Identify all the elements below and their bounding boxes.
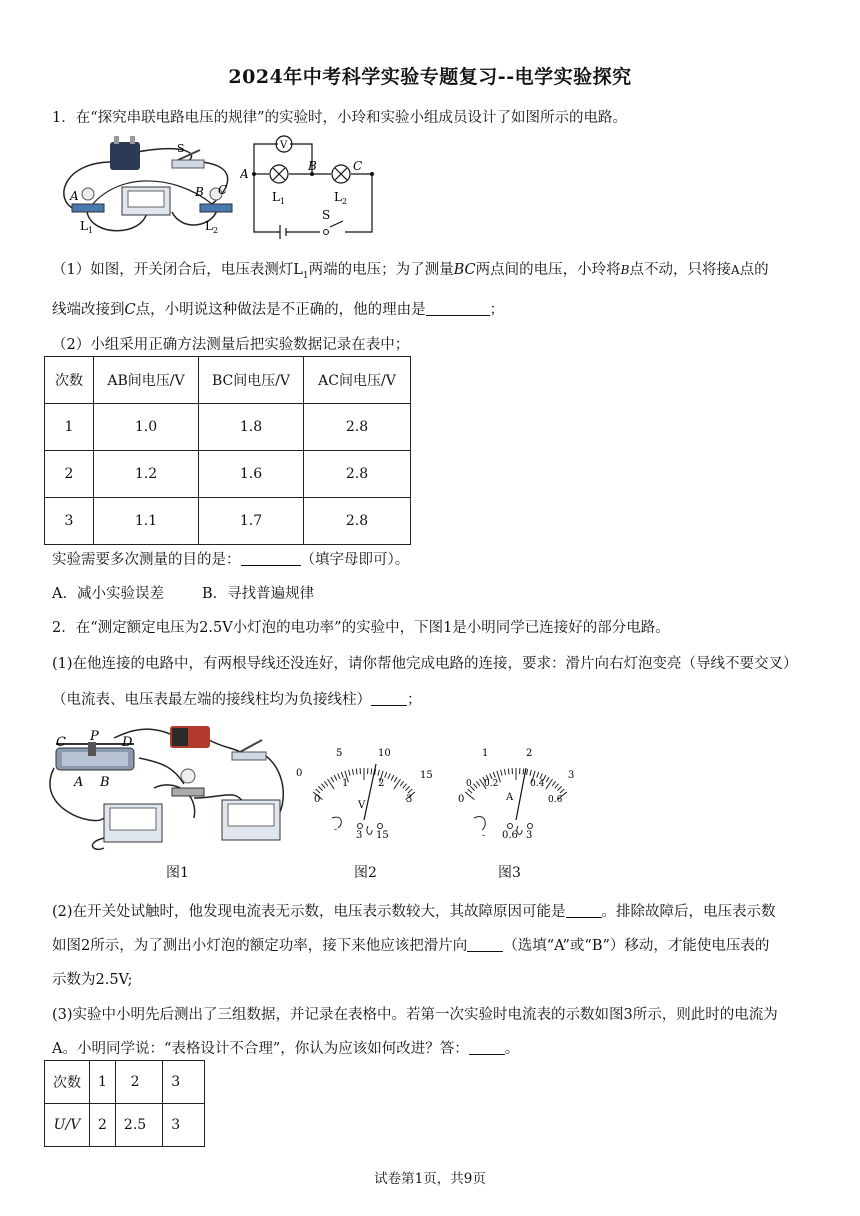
dial-tick [552, 781, 556, 786]
q1-part2: （2）小组采用正确方法测量后把实验数据记录在表中； [52, 337, 410, 353]
svg-text:3: 3 [406, 794, 413, 805]
fig1-caption: 图1 [166, 865, 189, 881]
voltmeter-icon [122, 187, 170, 215]
svg-text:-: - [334, 825, 338, 835]
svg-text:1: 1 [88, 226, 94, 235]
dial-tick [331, 777, 334, 782]
page-footer: 试卷第1页，共9页 [374, 1171, 486, 1187]
dial-tick [501, 770, 502, 776]
q1-purpose: 实验需要多次测量的目的是： （填字母即可）。 [52, 552, 410, 568]
dial-tick [378, 770, 379, 776]
dial-tick [388, 773, 390, 779]
dial-tick [349, 770, 350, 776]
dial-tick [504, 769, 505, 775]
svg-text:A: A [240, 167, 249, 181]
dial-tick [324, 781, 328, 786]
answer-blank[interactable] [371, 691, 407, 706]
table-row: 2 1.2 1.6 2.8 [45, 451, 411, 498]
answer-blank[interactable] [469, 1040, 505, 1055]
dial-tick [537, 772, 539, 778]
ammeter-icon [222, 800, 280, 840]
svg-text:-: - [482, 831, 486, 841]
table-row: U/V 2 2.5 3 [45, 1104, 205, 1147]
svg-text:S: S [177, 142, 185, 155]
dial-tick [341, 772, 343, 778]
svg-text:D: D [122, 735, 133, 750]
dial-tick [560, 789, 564, 793]
svg-text:A: A [74, 775, 84, 790]
lamp-l2-icon [200, 188, 232, 212]
svg-text:C: C [218, 183, 228, 197]
dial-tick [403, 784, 407, 789]
svg-text:0: 0 [458, 794, 465, 805]
dial-tick [527, 769, 528, 775]
q1-photo-figure [52, 132, 242, 237]
svg-text:1: 1 [482, 748, 489, 759]
svg-text:L: L [80, 219, 88, 233]
dial-tick [352, 769, 353, 775]
q2-part2-line2: 如图2所示，为了测出小灯泡的额定功率，接下来他应该把滑片向 （选填“A”或“B”）移动，才能使电压表的 [52, 938, 770, 954]
dial-tick [385, 772, 387, 778]
q2-part1-line2: （电流表、电压表最左端的接线柱均为负接线柱） ； [52, 692, 422, 708]
svg-text:0: 0 [296, 768, 303, 779]
q1-circuit-diagram [240, 130, 380, 242]
dial-tick [476, 781, 480, 786]
dial-tick [338, 773, 340, 779]
battery-icon [170, 726, 210, 748]
dial-ticks [313, 768, 415, 800]
fig2-voltmeter-dial [292, 742, 436, 844]
needle [364, 764, 376, 820]
q1-option-a: A．减小实验误差 [52, 586, 164, 602]
svg-text:0.2: 0.2 [484, 779, 499, 789]
q2-intro: 2．在“测定额定电压为2.5V小灯泡的电功率”的实验中，下图1是小明同学已连接好的部分电路。 [52, 620, 670, 636]
svg-text:A: A [70, 189, 79, 203]
table-row: 3 1.1 1.7 2.8 [45, 498, 411, 545]
dial-tick [408, 789, 412, 793]
svg-text:10: 10 [378, 748, 391, 759]
dial-tick [557, 786, 561, 790]
svg-text:15: 15 [376, 830, 389, 841]
dial-tick [546, 777, 549, 782]
dial-tick [523, 768, 524, 774]
svg-text:2: 2 [378, 778, 385, 789]
dial-tick [405, 786, 409, 790]
svg-text:L: L [272, 190, 280, 204]
q1-data-table [44, 356, 411, 545]
dial-tick [508, 768, 509, 774]
dial-tick [493, 772, 495, 778]
dial-tick [473, 784, 477, 789]
answer-blank[interactable] [566, 903, 602, 918]
svg-text:2: 2 [526, 748, 533, 759]
q2-data-table [44, 1060, 205, 1147]
q1-part1-line1: （1）如图，开关闭合后，电压表测灯$L_1$两端的电压；为了测量BC两点间的电压，小玲将B点不动，只将接A点的 [52, 262, 769, 281]
q2-part2-line1: (2)在开关处试触时，他发现电流表无示数，电压表示数较大，其故障原因可能是 。排除故障后，电压表示数 [52, 904, 776, 920]
page-title: 2024年中考科学实验专题复习--电学实验探究 [228, 66, 632, 88]
table-row: 1 1.0 1.8 2.8 [45, 404, 411, 451]
svg-text:C: C [56, 735, 66, 750]
answer-blank[interactable] [241, 551, 301, 566]
dial-tick [400, 781, 404, 786]
answer-blank[interactable] [426, 301, 490, 316]
dial-tick [356, 768, 357, 774]
svg-text:3: 3 [526, 830, 533, 841]
dial-tick [318, 786, 322, 790]
dial-tick [371, 768, 372, 774]
dial-tick [465, 792, 474, 800]
q1-intro: 1．在“探究串联电路电压的规律”的实验时，小玲和实验小组成员设计了如图所示的电路。 [52, 110, 628, 126]
dial-tick [555, 784, 559, 789]
svg-text:1: 1 [342, 778, 349, 789]
svg-text:L: L [334, 190, 342, 204]
dial-tick [334, 775, 337, 780]
dial-tick [316, 789, 320, 793]
fig3-ammeter-dial [444, 742, 588, 844]
table-header-row: 次数 1 2 3 [45, 1061, 205, 1104]
svg-text:L: L [205, 219, 213, 233]
dial-tick [394, 777, 397, 782]
svg-text:S: S [322, 208, 331, 222]
q1-part1-line2: 线端改接到C点，小明说这种做法是不正确的，他的理由是 ； [52, 302, 505, 318]
svg-text:15: 15 [420, 770, 433, 781]
fig1-circuit-photo [44, 718, 294, 880]
svg-text:0: 0 [466, 779, 472, 789]
svg-text:B: B [308, 159, 317, 173]
lamp-icon [172, 769, 204, 796]
q1-option-b: B．寻找普遍规律 [202, 586, 315, 602]
svg-text:V: V [358, 800, 366, 811]
svg-text:0.6: 0.6 [502, 830, 518, 841]
q2-part2-line3: 示数为2.5V; [52, 972, 133, 988]
svg-text:C: C [353, 159, 363, 173]
svg-text:B: B [195, 185, 204, 199]
dial-tick [530, 770, 531, 776]
svg-text:0: 0 [314, 794, 321, 805]
svg-text:2: 2 [213, 226, 219, 235]
svg-text:1: 1 [280, 197, 286, 206]
answer-blank[interactable] [467, 937, 503, 952]
svg-text:5: 5 [336, 748, 343, 759]
dial-tick [468, 789, 472, 793]
dial-tick [321, 784, 325, 789]
q2-part3-line1: (3)实验中小明先后测出了三组数据，并记录在表格中。若第一次实验时电流表的示数如图3所示，则此时的电流为 [52, 1007, 778, 1023]
voltmeter-icon [104, 804, 162, 842]
q2-part1-line1: (1)在他连接的电路中，有两根导线还没连好，请你帮他完成电路的连接，要求：滑片向右灯泡变亮（导线不要交叉） [52, 656, 798, 672]
dial-tick [391, 775, 394, 780]
battery-icon [110, 136, 140, 170]
svg-text:2: 2 [342, 197, 348, 206]
svg-text:3: 3 [356, 830, 363, 841]
q2-part3-line2: A。小明同学说：“表格设计不合理”，你认为应该如何改进？答： 。 [52, 1041, 520, 1057]
svg-text:A: A [506, 792, 514, 803]
svg-text:B: B [100, 775, 110, 790]
svg-text:V: V [280, 140, 288, 151]
svg-text:3: 3 [568, 770, 575, 781]
svg-text:0.4: 0.4 [530, 779, 545, 789]
needle [516, 768, 526, 820]
svg-text:0.6: 0.6 [548, 795, 563, 805]
svg-text:P: P [90, 729, 99, 744]
fig2-caption: 图2 [354, 865, 377, 881]
fig3-caption: 图3 [498, 865, 521, 881]
table-header-row: 次数 AB间电压/V BC间电压/V AC间电压/V [45, 357, 411, 404]
